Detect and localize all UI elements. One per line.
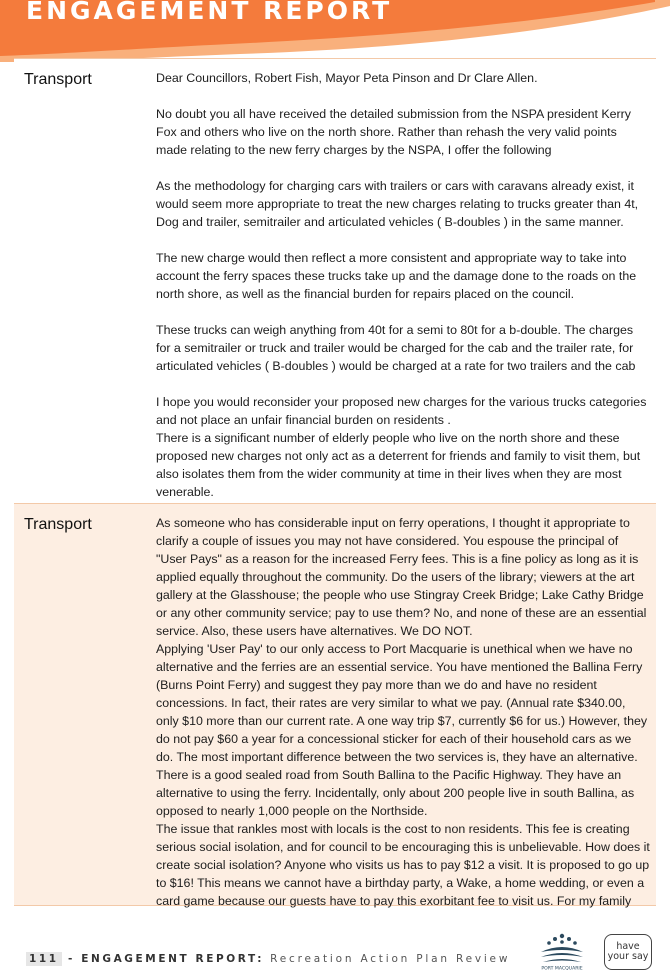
port-macquarie-logo-icon xyxy=(533,932,591,970)
submission-text xyxy=(156,504,656,908)
paragraph: I hope you would reconsider your proposed new charges for the various trucks categories and not place an unfair financial burden on residents . xyxy=(156,395,647,427)
logo-line-1: have xyxy=(616,941,640,952)
paragraph: Applying 'User Pay' to our only access to Port Macquarie is unethical when we have no alternative and the ferries are an essential service. You have mentioned the Ballina Ferry (Burns Point Ferry) and suggest they pay more than we do and have no resident concessions. In fact, their rates are very similar to what we pay. (Annual rate $340.00, only $10 more than our current rate. A one way trip $7, currently $6 for us.) However, they do not pay $60 a year for a concessional sticker for each of their household cars as we do. The most important difference between the two services is, they have an alternative. There is a good sealed road from South Ballina to the Pacific Highway. They have an alternative to using the ferry. Incidentally, only about 200 people live in south Ballina, as opposed to nearly 1,000 people on the Northside. xyxy=(156,642,648,818)
submission-row xyxy=(14,58,656,504)
submission-text xyxy=(156,59,656,503)
footer-report-label: ENGAGEMENT REPORT: xyxy=(81,953,265,965)
page-number: 111 xyxy=(26,952,62,966)
submissions-table xyxy=(14,58,656,906)
have-your-say-logo xyxy=(604,934,652,970)
submission-row xyxy=(14,504,656,906)
footer-subtitle: Recreation Action Plan Review xyxy=(264,953,511,965)
header-banner xyxy=(0,0,670,64)
paragraph: No doubt you all have received the detailed submission from the NSPA president Kerry Fox and others who live on the north shore. Rather than rehash the very valid points made relating to the new ferry charges by the NSPA, I offer the following xyxy=(156,107,631,157)
paragraph: These trucks can weigh anything from 40t for a semi to 80t for a b-double. The charges for a semitrailer or truck and trailer would be charged for the cab and the trailer rate, for articulated vehicles ( B-doubles ) would be charged at a rate for two trailers and the cab xyxy=(156,323,636,373)
report-title: ENGAGEMENT REPORT xyxy=(26,0,393,25)
paragraph: As someone who has considerable input on ferry operations, I thought it appropriate to clarify a couple of issues you may not have considered. You espouse the principal of "User Pays" as a reason for the increased Ferry fees. This is a fine policy as long as it is applied equally throughout the community. Do the users of the library; viewers at the art gallery at the Glasshouse; the people who use Stingray Creek Bridge; Lake Cathy Bridge or any other community service; pay to use them? No, and none of these are an essential service. Also, these users have alternatives. We DO NOT. xyxy=(156,516,647,638)
paragraph: The new charge would then reflect a more consistent and appropriate way to take into account the ferry spaces these trucks take up and the damage done to the roads on the north shore, as well as the financial burden for repairs placed on the council. xyxy=(156,251,637,301)
paragraph: There is a significant number of elderly people who live on the north shore and these proposed new charges not only act as a deterrent for friends and family to visit them, but also isolates them from the wider community at time in their lives when they are most venerable. xyxy=(156,431,641,499)
category-label: Transport xyxy=(24,71,92,88)
footer-separator: - xyxy=(61,953,82,965)
logo-line-2: your say xyxy=(607,951,649,962)
logo-text: PORT MACQUARIE xyxy=(541,966,583,970)
page-footer xyxy=(26,953,510,965)
category-label: Transport xyxy=(24,516,92,533)
port-macquarie-logo xyxy=(533,932,591,970)
paragraph: The issue that rankles most with locals is the cost to non residents. This fee is creating serious social isolation, and for council to be encouraging this is unbelievable. How does it create social isolation? Anyone who visits us has to pay $12 a visit. It is proposed to go up to $16! This means we cannot have a birthday party, a Wake, a home wedding, or even a card game because our guests have to pay this exorbitant fee to visit us. For my family xyxy=(156,822,650,908)
paragraph: Dear Councillors, Robert Fish, Mayor Peta Pinson and Dr Clare Allen. xyxy=(156,71,538,85)
paragraph: As the methodology for charging cars with trailers or cars with caravans already exist, it would seem more appropriate to treat the new charges relating to trucks greater than 4t, Dog and trailer, semitrailer and articulated vehicles ( B-doubles ) in the same manner. xyxy=(156,179,639,229)
